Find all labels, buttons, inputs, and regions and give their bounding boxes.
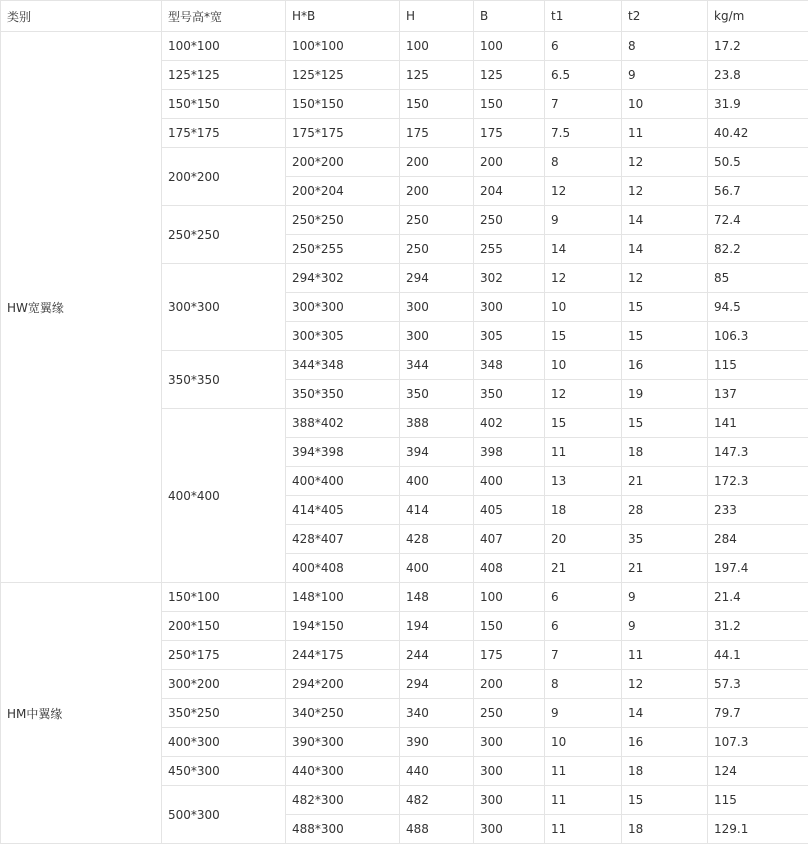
h-cell: 390 bbox=[400, 728, 474, 757]
weight-cell: 129.1 bbox=[708, 815, 808, 844]
t2-cell: 28 bbox=[622, 496, 708, 525]
h-cell: 482 bbox=[400, 786, 474, 815]
t1-cell: 10 bbox=[545, 728, 622, 757]
weight-cell: 284 bbox=[708, 525, 808, 554]
t1-cell: 7.5 bbox=[545, 119, 622, 148]
t2-cell: 18 bbox=[622, 757, 708, 786]
t1-cell: 8 bbox=[545, 670, 622, 699]
weight-cell: 147.3 bbox=[708, 438, 808, 467]
weight-cell: 50.5 bbox=[708, 148, 808, 177]
model-cell: 350*250 bbox=[162, 699, 286, 728]
t2-cell: 21 bbox=[622, 554, 708, 583]
weight-cell: 233 bbox=[708, 496, 808, 525]
hb-cell: 294*302 bbox=[286, 264, 400, 293]
hb-cell: 344*348 bbox=[286, 351, 400, 380]
weight-cell: 115 bbox=[708, 351, 808, 380]
hb-cell: 394*398 bbox=[286, 438, 400, 467]
weight-cell: 21.4 bbox=[708, 583, 808, 612]
t1-cell: 18 bbox=[545, 496, 622, 525]
weight-cell: 72.4 bbox=[708, 206, 808, 235]
b-cell: 255 bbox=[474, 235, 545, 264]
model-cell: 175*175 bbox=[162, 119, 286, 148]
b-cell: 175 bbox=[474, 119, 545, 148]
t2-cell: 14 bbox=[622, 699, 708, 728]
h-cell: 294 bbox=[400, 264, 474, 293]
t2-cell: 15 bbox=[622, 322, 708, 351]
hb-cell: 400*400 bbox=[286, 467, 400, 496]
t2-cell: 12 bbox=[622, 177, 708, 206]
t1-cell: 10 bbox=[545, 351, 622, 380]
b-cell: 150 bbox=[474, 612, 545, 641]
weight-cell: 137 bbox=[708, 380, 808, 409]
header-b: B bbox=[474, 1, 545, 32]
model-cell: 300*200 bbox=[162, 670, 286, 699]
weight-cell: 85 bbox=[708, 264, 808, 293]
b-cell: 350 bbox=[474, 380, 545, 409]
b-cell: 407 bbox=[474, 525, 545, 554]
h-cell: 175 bbox=[400, 119, 474, 148]
hb-cell: 200*204 bbox=[286, 177, 400, 206]
t2-cell: 9 bbox=[622, 61, 708, 90]
header-t2: t2 bbox=[622, 1, 708, 32]
h-cell: 440 bbox=[400, 757, 474, 786]
b-cell: 408 bbox=[474, 554, 545, 583]
table-header-row bbox=[1, 1, 808, 32]
weight-cell: 115 bbox=[708, 786, 808, 815]
t2-cell: 14 bbox=[622, 235, 708, 264]
hb-cell: 300*305 bbox=[286, 322, 400, 351]
model-cell: 125*125 bbox=[162, 61, 286, 90]
t2-cell: 12 bbox=[622, 264, 708, 293]
t1-cell: 11 bbox=[545, 757, 622, 786]
t2-cell: 15 bbox=[622, 409, 708, 438]
header-h: H bbox=[400, 1, 474, 32]
b-cell: 305 bbox=[474, 322, 545, 351]
h-cell: 294 bbox=[400, 670, 474, 699]
hb-cell: 488*300 bbox=[286, 815, 400, 844]
weight-cell: 17.2 bbox=[708, 32, 808, 61]
t2-cell: 16 bbox=[622, 728, 708, 757]
hb-cell: 125*125 bbox=[286, 61, 400, 90]
h-cell: 400 bbox=[400, 467, 474, 496]
hb-cell: 440*300 bbox=[286, 757, 400, 786]
t1-cell: 8 bbox=[545, 148, 622, 177]
b-cell: 400 bbox=[474, 467, 545, 496]
h-cell: 125 bbox=[400, 61, 474, 90]
t2-cell: 12 bbox=[622, 148, 708, 177]
b-cell: 405 bbox=[474, 496, 545, 525]
category-cell: HW宽翼缘 bbox=[1, 32, 162, 583]
h-cell: 344 bbox=[400, 351, 474, 380]
t2-cell: 8 bbox=[622, 32, 708, 61]
h-cell: 150 bbox=[400, 90, 474, 119]
b-cell: 302 bbox=[474, 264, 545, 293]
model-cell: 300*300 bbox=[162, 264, 286, 351]
b-cell: 250 bbox=[474, 206, 545, 235]
h-cell: 394 bbox=[400, 438, 474, 467]
h-cell: 350 bbox=[400, 380, 474, 409]
t1-cell: 7 bbox=[545, 90, 622, 119]
b-cell: 300 bbox=[474, 757, 545, 786]
t1-cell: 13 bbox=[545, 467, 622, 496]
t2-cell: 9 bbox=[622, 583, 708, 612]
header-model: 型号高*宽 bbox=[162, 1, 286, 32]
model-cell: 250*175 bbox=[162, 641, 286, 670]
header-weight: kg/m bbox=[708, 1, 808, 32]
t1-cell: 15 bbox=[545, 409, 622, 438]
header-hb: H*B bbox=[286, 1, 400, 32]
b-cell: 300 bbox=[474, 293, 545, 322]
header-t1: t1 bbox=[545, 1, 622, 32]
weight-cell: 107.3 bbox=[708, 728, 808, 757]
h-cell: 194 bbox=[400, 612, 474, 641]
b-cell: 100 bbox=[474, 583, 545, 612]
model-cell: 250*250 bbox=[162, 206, 286, 264]
t1-cell: 12 bbox=[545, 380, 622, 409]
hb-cell: 175*175 bbox=[286, 119, 400, 148]
b-cell: 300 bbox=[474, 815, 545, 844]
t2-cell: 15 bbox=[622, 293, 708, 322]
t1-cell: 7 bbox=[545, 641, 622, 670]
hb-cell: 150*150 bbox=[286, 90, 400, 119]
t2-cell: 16 bbox=[622, 351, 708, 380]
t2-cell: 11 bbox=[622, 641, 708, 670]
weight-cell: 79.7 bbox=[708, 699, 808, 728]
weight-cell: 31.9 bbox=[708, 90, 808, 119]
hb-cell: 388*402 bbox=[286, 409, 400, 438]
b-cell: 300 bbox=[474, 786, 545, 815]
t2-cell: 11 bbox=[622, 119, 708, 148]
t2-cell: 14 bbox=[622, 206, 708, 235]
weight-cell: 172.3 bbox=[708, 467, 808, 496]
hb-cell: 194*150 bbox=[286, 612, 400, 641]
hb-cell: 400*408 bbox=[286, 554, 400, 583]
model-cell: 100*100 bbox=[162, 32, 286, 61]
h-cell: 300 bbox=[400, 293, 474, 322]
hb-cell: 350*350 bbox=[286, 380, 400, 409]
t2-cell: 35 bbox=[622, 525, 708, 554]
weight-cell: 124 bbox=[708, 757, 808, 786]
t1-cell: 6.5 bbox=[545, 61, 622, 90]
b-cell: 204 bbox=[474, 177, 545, 206]
hb-cell: 390*300 bbox=[286, 728, 400, 757]
b-cell: 402 bbox=[474, 409, 545, 438]
t1-cell: 20 bbox=[545, 525, 622, 554]
h-cell: 300 bbox=[400, 322, 474, 351]
h-cell: 200 bbox=[400, 148, 474, 177]
t1-cell: 6 bbox=[545, 612, 622, 641]
weight-cell: 40.42 bbox=[708, 119, 808, 148]
weight-cell: 56.7 bbox=[708, 177, 808, 206]
weight-cell: 31.2 bbox=[708, 612, 808, 641]
weight-cell: 57.3 bbox=[708, 670, 808, 699]
model-cell: 500*300 bbox=[162, 786, 286, 844]
hb-cell: 340*250 bbox=[286, 699, 400, 728]
b-cell: 125 bbox=[474, 61, 545, 90]
weight-cell: 94.5 bbox=[708, 293, 808, 322]
hb-cell: 100*100 bbox=[286, 32, 400, 61]
b-cell: 200 bbox=[474, 670, 545, 699]
t1-cell: 11 bbox=[545, 438, 622, 467]
t1-cell: 9 bbox=[545, 206, 622, 235]
h-cell: 400 bbox=[400, 554, 474, 583]
t1-cell: 21 bbox=[545, 554, 622, 583]
weight-cell: 106.3 bbox=[708, 322, 808, 351]
t1-cell: 6 bbox=[545, 32, 622, 61]
hb-cell: 244*175 bbox=[286, 641, 400, 670]
h-cell: 250 bbox=[400, 206, 474, 235]
hb-cell: 250*250 bbox=[286, 206, 400, 235]
t2-cell: 19 bbox=[622, 380, 708, 409]
h-cell: 340 bbox=[400, 699, 474, 728]
weight-cell: 141 bbox=[708, 409, 808, 438]
hb-cell: 482*300 bbox=[286, 786, 400, 815]
b-cell: 175 bbox=[474, 641, 545, 670]
b-cell: 348 bbox=[474, 351, 545, 380]
h-cell: 148 bbox=[400, 583, 474, 612]
model-cell: 150*100 bbox=[162, 583, 286, 612]
model-cell: 350*350 bbox=[162, 351, 286, 409]
b-cell: 200 bbox=[474, 148, 545, 177]
header-category: 类别 bbox=[1, 1, 162, 32]
table-row bbox=[1, 32, 808, 61]
category-cell: HM中翼缘 bbox=[1, 583, 162, 844]
t2-cell: 15 bbox=[622, 786, 708, 815]
model-cell: 400*300 bbox=[162, 728, 286, 757]
t1-cell: 11 bbox=[545, 786, 622, 815]
h-cell: 414 bbox=[400, 496, 474, 525]
weight-cell: 82.2 bbox=[708, 235, 808, 264]
t2-cell: 21 bbox=[622, 467, 708, 496]
table-row bbox=[1, 583, 808, 612]
model-cell: 400*400 bbox=[162, 409, 286, 583]
model-cell: 450*300 bbox=[162, 757, 286, 786]
hb-cell: 414*405 bbox=[286, 496, 400, 525]
hb-cell: 200*200 bbox=[286, 148, 400, 177]
t1-cell: 12 bbox=[545, 264, 622, 293]
h-cell: 200 bbox=[400, 177, 474, 206]
model-cell: 200*150 bbox=[162, 612, 286, 641]
h-cell: 488 bbox=[400, 815, 474, 844]
h-cell: 244 bbox=[400, 641, 474, 670]
hb-cell: 148*100 bbox=[286, 583, 400, 612]
t1-cell: 10 bbox=[545, 293, 622, 322]
t1-cell: 9 bbox=[545, 699, 622, 728]
h-cell: 250 bbox=[400, 235, 474, 264]
t2-cell: 12 bbox=[622, 670, 708, 699]
table-body bbox=[1, 32, 808, 844]
h-cell: 388 bbox=[400, 409, 474, 438]
h-cell: 428 bbox=[400, 525, 474, 554]
model-cell: 200*200 bbox=[162, 148, 286, 206]
h-cell: 100 bbox=[400, 32, 474, 61]
hb-cell: 428*407 bbox=[286, 525, 400, 554]
t1-cell: 6 bbox=[545, 583, 622, 612]
b-cell: 250 bbox=[474, 699, 545, 728]
t1-cell: 14 bbox=[545, 235, 622, 264]
t1-cell: 11 bbox=[545, 815, 622, 844]
b-cell: 300 bbox=[474, 728, 545, 757]
t2-cell: 10 bbox=[622, 90, 708, 119]
weight-cell: 23.8 bbox=[708, 61, 808, 90]
b-cell: 150 bbox=[474, 90, 545, 119]
model-cell: 150*150 bbox=[162, 90, 286, 119]
weight-cell: 197.4 bbox=[708, 554, 808, 583]
t1-cell: 12 bbox=[545, 177, 622, 206]
t2-cell: 9 bbox=[622, 612, 708, 641]
t2-cell: 18 bbox=[622, 815, 708, 844]
hb-cell: 250*255 bbox=[286, 235, 400, 264]
b-cell: 398 bbox=[474, 438, 545, 467]
weight-cell: 44.1 bbox=[708, 641, 808, 670]
t2-cell: 18 bbox=[622, 438, 708, 467]
t1-cell: 15 bbox=[545, 322, 622, 351]
hb-cell: 300*300 bbox=[286, 293, 400, 322]
hb-cell: 294*200 bbox=[286, 670, 400, 699]
b-cell: 100 bbox=[474, 32, 545, 61]
